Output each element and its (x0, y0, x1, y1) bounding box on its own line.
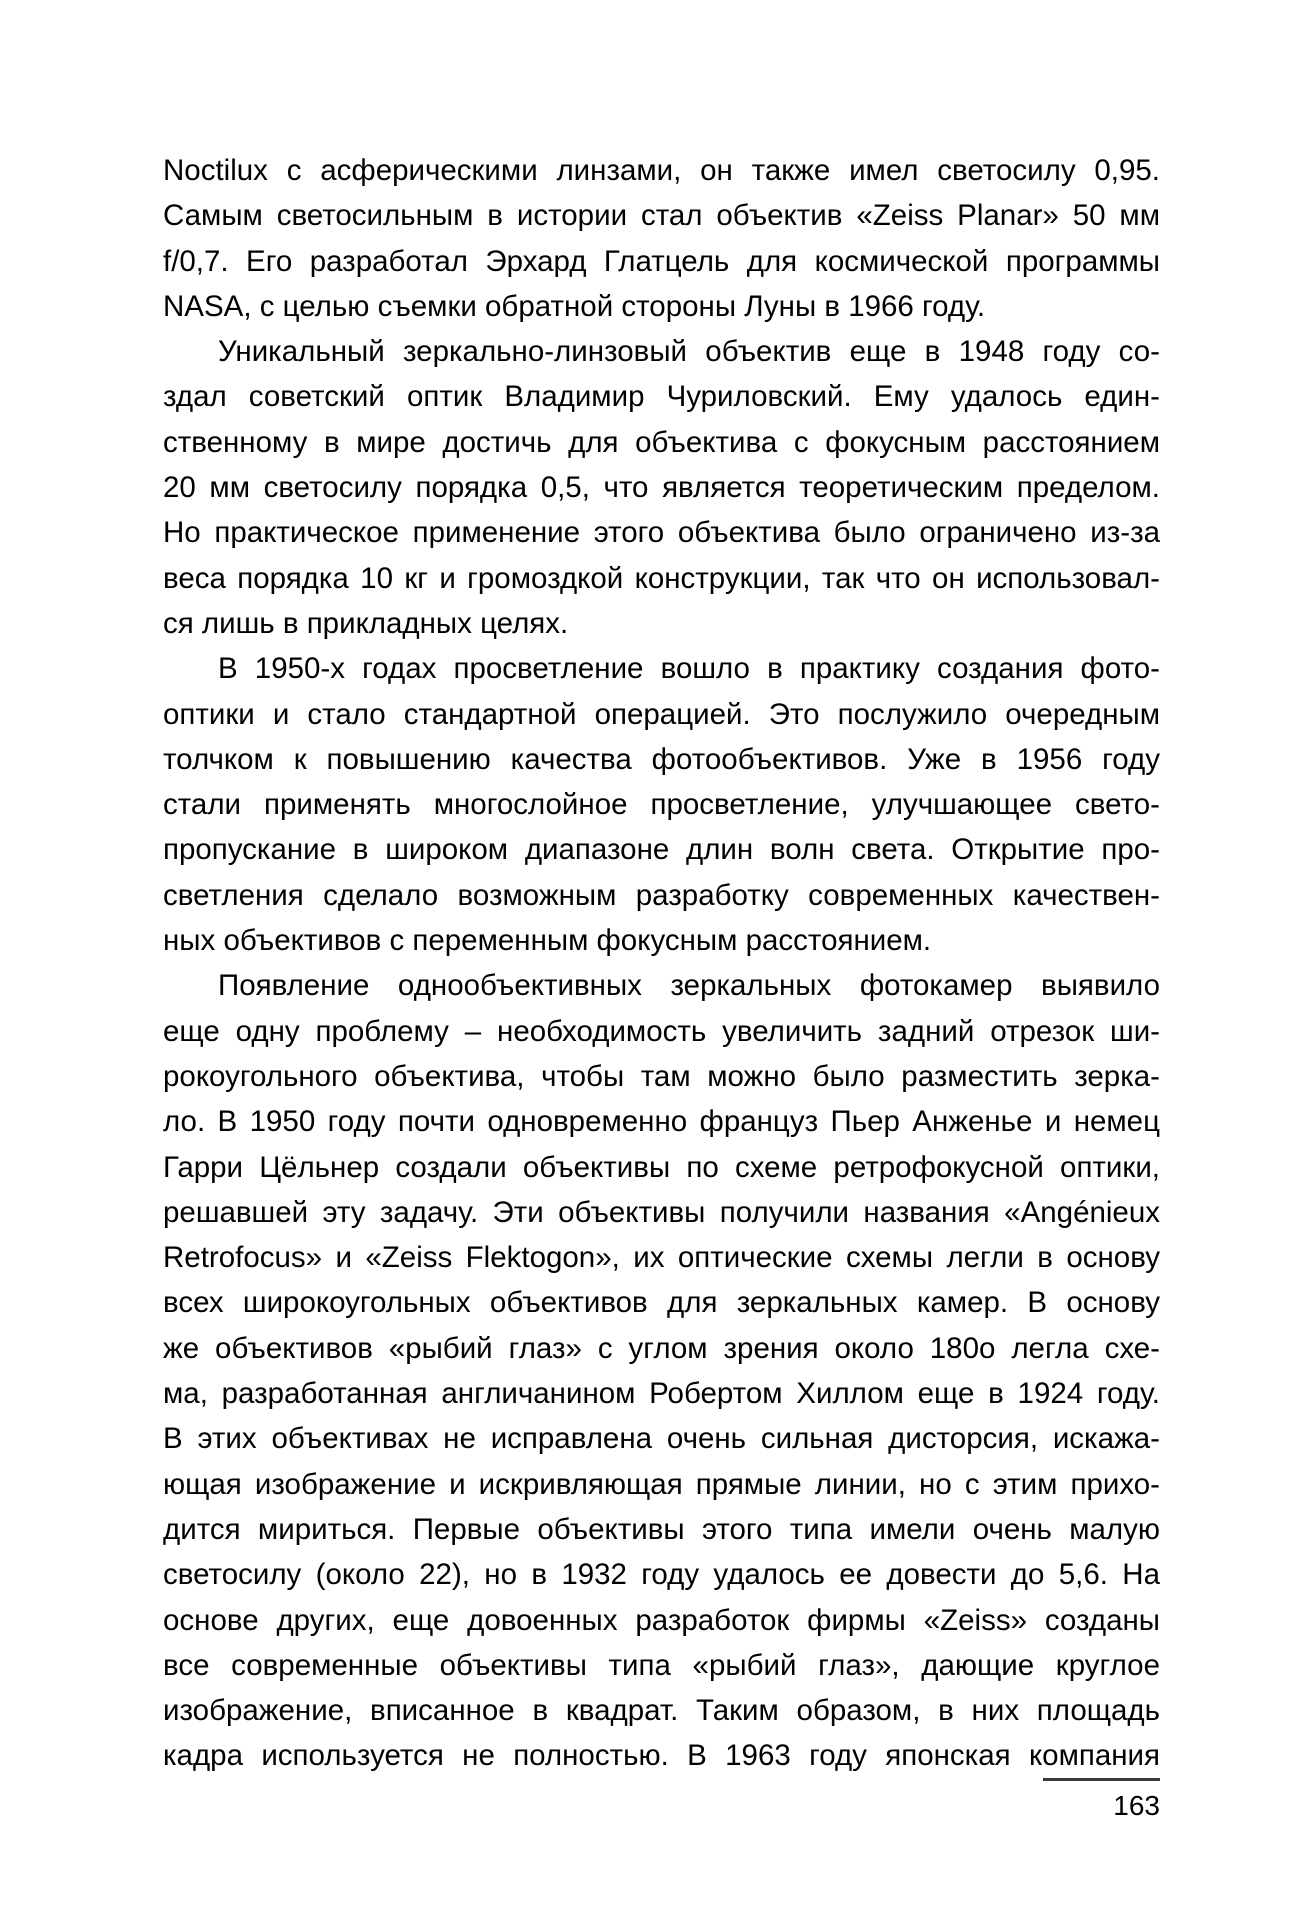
text-line: Noctilux с асферическими линзами, он также имел светосилу 0,95. (163, 154, 1160, 187)
text-line: ственному в мире достичь для объектива с фокусным расстоянием (163, 425, 1160, 459)
text-line: рокоугольного объектива, чтобы там можно было разместить зерка- (163, 1059, 1160, 1093)
text-line: толчком к повышению качества фотообъективов. Уже в 1956 году (163, 742, 1160, 776)
text-line: 20 мм светосилу порядка 0,5, что является теоретическим пределом. (163, 471, 1160, 505)
text-line: кадра используется не полностью. В 1963 году японская компания (163, 1739, 1160, 1773)
text-line: стали применять многослойное просветление, улучшающее свето- (163, 788, 1160, 822)
text-line: веса порядка 10 кг и громоздкой конструкции, так что он использовал- (163, 561, 1160, 595)
text-line: ных объективов с переменным фокусным расстоянием. (163, 924, 932, 958)
page-number: 163 (1113, 1790, 1160, 1821)
text-line: NASA, с целью съемки обратной стороны Луны в 1966 году. (163, 289, 986, 323)
text-line: всех широкоугольных объективов для зеркальных камер. В основу (163, 1286, 1160, 1320)
page-footer (1043, 1778, 1160, 1823)
text-line: решавшей эту задачу. Эти объективы получили названия «Angénieux (163, 1195, 1160, 1229)
text-line: же объективов «рыбий глаз» с углом зрения около 180о легла схе- (163, 1331, 1160, 1365)
text-line: пропускание в широком диапазоне длин волн света. Открытие про- (163, 833, 1160, 867)
page-body (163, 148, 1160, 1779)
paragraph (163, 148, 1160, 329)
text-line: еще одну проблему – необходимость увеличить задний отрезок ши- (163, 1014, 1160, 1048)
text-line: светления сделало возможным разработку современных качествен- (163, 878, 1160, 912)
text-line: ся лишь в прикладных целях. (163, 606, 569, 640)
text-line: изображение, вписанное в квадрат. Таким образом, в них площадь (163, 1694, 1160, 1728)
text-line: ющая изображение и искривляющая прямые линии, но с этим прихо- (163, 1467, 1160, 1501)
text-line: основе других, еще довоенных разработок фирмы «Zeiss» созданы (163, 1603, 1160, 1637)
text-line: Уникальный зеркально-линзовый объектив еще в 1948 году со- (218, 335, 1160, 369)
footer-rule (1043, 1778, 1160, 1781)
text-line: Retrofocus» и «Zeiss Flektogon», их оптические схемы легли в основу (163, 1241, 1160, 1275)
text-line: f/0,7. Его разработал Эрхард Глатцель для космической программы (163, 244, 1160, 278)
text-line: Гарри Цёльнер создали объективы по схеме ретрофокусной оптики, (163, 1150, 1160, 1184)
text-line: Появление однообъективных зеркальных фотокамер выявило (218, 969, 1160, 1003)
text-line: В 1950-х годах просветление вошло в практику создания фото- (218, 652, 1160, 686)
text-line: Самым светосильным в истории стал объектив «Zeiss Planar» 50 мм (163, 199, 1160, 233)
paragraph (163, 646, 1160, 963)
text-line: ло. В 1950 году почти одновременно француз Пьер Анженье и немец (163, 1105, 1160, 1139)
text-line: оптики и стало стандартной операцией. Это послужило очередным (163, 697, 1160, 731)
text-line: светосилу (около 22), но в 1932 году удалось ее довести до 5,6. На (163, 1558, 1160, 1592)
text-line: здал советский оптик Владимир Чуриловский. Ему удалось един- (163, 380, 1160, 414)
paragraph (163, 329, 1160, 646)
text-line: Но практическое применение этого объектива было ограничено из-за (163, 516, 1160, 550)
text-line: ма, разработанная англичанином Робертом Хиллом еще в 1924 году. (163, 1377, 1160, 1411)
text-line: В этих объективах не исправлена очень сильная дисторсия, искажа- (163, 1422, 1160, 1456)
text-line: все современные объективы типа «рыбий глаз», дающие круглое (163, 1648, 1160, 1682)
paragraph (163, 963, 1160, 1778)
text-line: дится мириться. Первые объективы этого типа имели очень малую (163, 1512, 1160, 1546)
